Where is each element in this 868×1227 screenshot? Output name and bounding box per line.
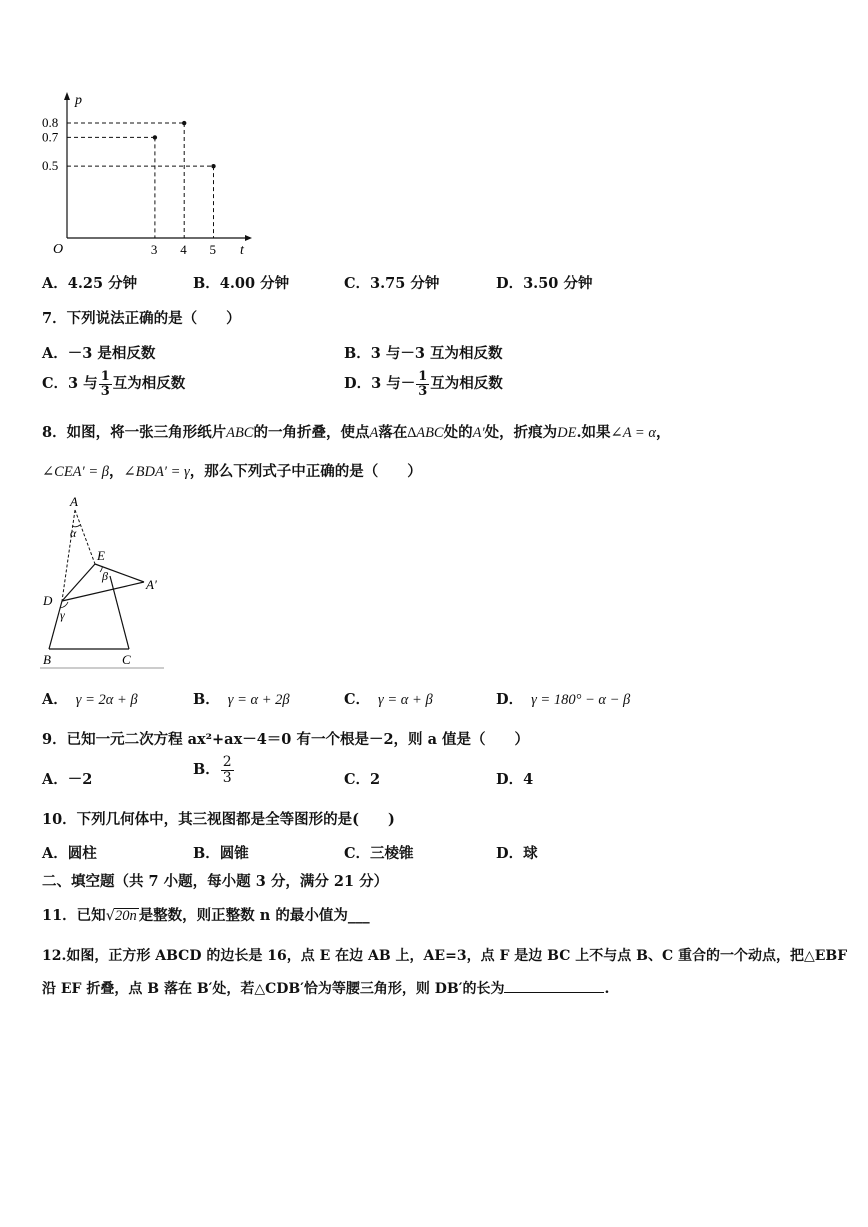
q9-option-d: D．4: [496, 771, 534, 788]
fraction-one-third: $\frac{1}{3}$: [100, 369, 110, 399]
q10-option-c: C．三棱锥: [344, 845, 414, 862]
label-c: C: [122, 652, 131, 667]
q10-stem: 10．下列几何体中，其三视图都是全等图形的是( ): [42, 811, 395, 828]
y-tick-label: 0.7: [42, 129, 59, 145]
label-a: A: [70, 494, 78, 509]
radical-20n: 20n: [114, 908, 137, 924]
y-axis-arrow: [64, 92, 70, 100]
q9-option-b: B． $\frac{2}{3}$: [193, 754, 232, 786]
q12-line2: 沿 EF 折叠，点 B 落在 B′处，若△CDB′恰为等腰三角形，则 DB′的长为 .: [42, 978, 609, 998]
y-tick-label: 0.5: [42, 158, 59, 174]
q7-option-c: C．3 与 $\frac{1}{3}$ 互为相反数: [42, 369, 186, 399]
q9-option-c: C．2: [344, 771, 381, 788]
label-beta: β: [102, 569, 108, 583]
q7-stem: 7．下列说法正确的是（ ）: [42, 310, 241, 327]
q10-option-d: D．球: [496, 845, 538, 862]
label-a-prime: A′: [146, 577, 157, 592]
data-point: [153, 135, 157, 139]
y-tick-label: 0.8: [42, 115, 59, 131]
q7-option-d: D．3 与－ $\frac{1}{3}$ 互为相反数: [344, 369, 503, 399]
x-axis-arrow: [245, 235, 252, 241]
origin-label: O: [53, 242, 64, 257]
section-heading-fill-in: 二、填空题（共 7 小题，每小题 3 分，满分 21 分）: [42, 873, 389, 890]
q8-option-c: C． γ = α + β: [344, 691, 433, 708]
graph-p-t: [40, 86, 260, 266]
fraction-two-thirds: $\frac{2}{3}$: [222, 754, 232, 786]
data-point: [182, 121, 186, 125]
y-axis-label: p: [75, 93, 82, 108]
q12-line1: 12.如图，正方形 ABCD 的边长是 16，点 E 在边 AB 上，AE=3，点 F 是边 BC 上不与点 B、C 重合的一个动点，把△EBF: [42, 948, 848, 964]
side-da-prime: [62, 582, 144, 601]
x-axis-label: t: [240, 243, 244, 258]
q8-option-b: B． γ = α + 2β: [193, 691, 290, 708]
q8-option-d: D． γ = 180° − α − β: [496, 691, 631, 708]
label-d: D: [43, 593, 53, 608]
q6-option-c: C．3.75 分钟: [344, 275, 440, 292]
q11-stem: 11．已知√20n 是整数，则正整数 n 的最小值为___: [42, 907, 370, 924]
data-point: [211, 164, 215, 168]
x-tick-label: 5: [209, 242, 216, 257]
label-b: B: [43, 652, 51, 667]
answer-blank[interactable]: [504, 978, 604, 993]
label-e: E: [97, 548, 105, 563]
q10-option-b: B．圆锥: [193, 845, 249, 862]
q8-fold-figure: [36, 494, 168, 672]
q6-option-b: B．4.00 分钟: [193, 275, 290, 292]
q6-option-a: A．4.25 分钟: [42, 275, 138, 292]
dashed-ae: [75, 510, 95, 564]
q8-option-a: A． γ = 2α + β: [42, 691, 138, 708]
q8-stem-line2: ∠CEA′ = β，∠BDA′ = γ，那么下列式子中正确的是（ ）: [42, 463, 422, 480]
q7-option-a: A．－3 是相反数: [42, 345, 156, 362]
label-alpha: α: [70, 526, 77, 540]
q8-stem-line1: 8．如图，将一张三角形纸片ABC的一角折叠，使点A落在∆ABC处的A′处，折痕为DE.如果∠A = α，: [42, 424, 671, 441]
q9-stem: 9．已知一元二次方程 ax²+ax－4＝0 有一个根是－2，则 a 值是（ ）: [42, 731, 530, 748]
x-tick-label: 4: [180, 242, 187, 257]
x-tick-label: 3: [150, 242, 158, 257]
q10-option-a: A．圆柱: [42, 845, 97, 862]
dashed-ad: [62, 510, 75, 601]
q9-option-a: A．－2: [42, 771, 93, 788]
q7-option-b: B．3 与－3 互为相反数: [344, 345, 503, 362]
q6-option-d: D．3.50 分钟: [496, 275, 593, 292]
fraction-one-third: $\frac{1}{3}$: [418, 369, 428, 399]
label-gamma: γ: [60, 608, 65, 622]
side-ca-prime: [110, 576, 129, 649]
